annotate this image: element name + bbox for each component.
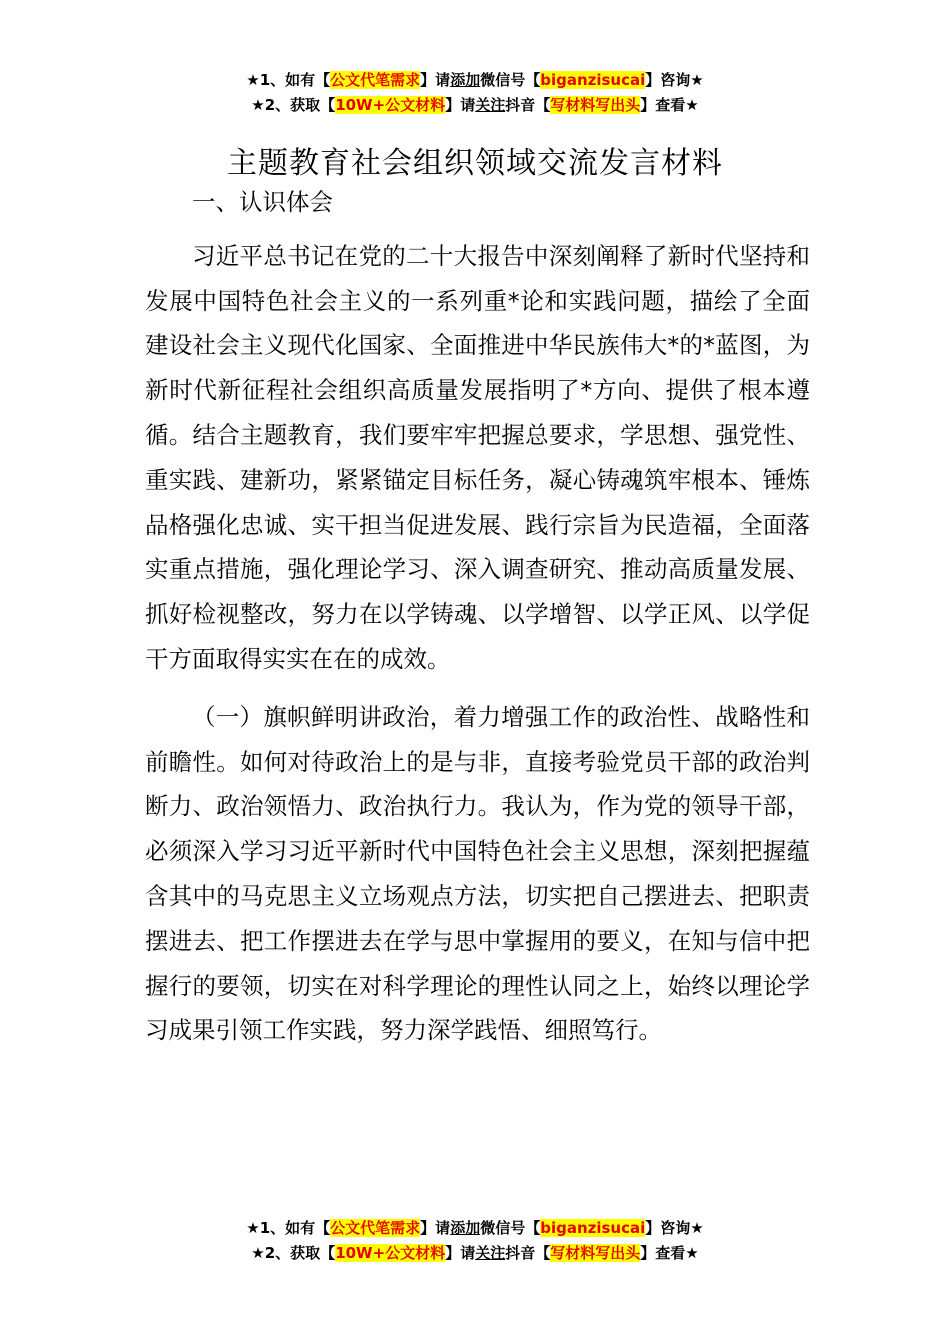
ad-underline-text: 关注 — [475, 96, 506, 114]
paragraph-2: （一）旗帜鲜明讲政治，着力增强工作的政治性、战略性和前瞻性。如何对待政治上的是与非，直接考验党员干部的政治判断力、政治领悟力、政治执行力。我认为，作为党的领导干部，必须深入学习习近平新时代中国特色社会主义思想，深刻把握蕴含其中的马克思主义立场观点方法，切实把自己摆进去、把职责摆进去、把工作摆进去在学与思中掌握用的要义，在知与信中把握行的要领，切实在对科学理论的理性认同之上，始终以理论学习成果引领工作实践，努力深学践悟、细照笃行。 — [145, 702, 810, 1045]
ad-highlight-service: 公文代笔需求 — [330, 71, 421, 89]
ad-text: 】请 — [420, 1219, 451, 1237]
ad-text: ★2、获取【 — [251, 96, 336, 114]
ad-text: 】请 — [445, 1244, 476, 1262]
ad-banner-bottom — [0, 1216, 950, 1266]
ad-underline-text: 添加 — [450, 71, 481, 89]
ad-text: ★2、获取【 — [251, 1244, 336, 1262]
ad-text: 】查看★ — [640, 1244, 699, 1262]
ad-text: 微信号【 — [480, 1219, 541, 1237]
ad-text: 】请 — [445, 96, 476, 114]
ad-highlight-materials: 10W+公文材料 — [335, 96, 446, 114]
ad-underline-text: 添加 — [450, 1219, 481, 1237]
ad-text: 】咨询★ — [645, 71, 704, 89]
ad-underline-text: 关注 — [475, 1244, 506, 1262]
ad-line-1 — [0, 68, 950, 93]
document-title: 主题教育社会组织领域交流发言材料 — [227, 146, 723, 182]
ad-highlight-douyin-account: 写材料写出头 — [550, 1244, 641, 1262]
ad-banner-top — [0, 68, 950, 118]
ad-highlight-service: 公文代笔需求 — [330, 1219, 421, 1237]
ad-text: 微信号【 — [480, 71, 541, 89]
ad-text: 】请 — [420, 71, 451, 89]
section-heading: 一、认识体会 — [192, 188, 333, 216]
paragraph-1: 习近平总书记在党的二十大报告中深刻阐释了新时代坚持和发展中国特色社会主义的一系列重*论和实践问题，描绘了全面建设社会主义现代化国家、全面推进中华民族伟大*的*蓝图，为新时代新征程社会组织高质量发展指明了*方向、提供了根本遵循。结合主题教育，我们要牢牢把握总要求，学思想、强党性、重实践、建新功，紧紧锚定目标任务，凝心铸魂筑牢根本、锤炼品格强化忠诚、实干担当促进发展、践行宗旨为民造福，全面落实重点措施，强化理论学习、深入调查研究、推动高质量发展、抓好检视整改，努力在以学铸魂、以学增智、以学正风、以学促干方面取得实实在在的成效。 — [145, 241, 810, 673]
ad-text: 抖音【 — [505, 96, 551, 114]
ad-highlight-wechat-id: biganzisucai — [540, 1219, 646, 1237]
ad-highlight-materials: 10W+公文材料 — [335, 1244, 446, 1262]
ad-text: ★1、如有【 — [246, 1219, 331, 1237]
ad-text: 抖音【 — [505, 1244, 551, 1262]
ad-text: 】查看★ — [640, 96, 699, 114]
ad-text: 】咨询★ — [645, 1219, 704, 1237]
ad-highlight-douyin-account: 写材料写出头 — [550, 96, 641, 114]
ad-line-2 — [0, 93, 950, 118]
ad-highlight-wechat-id: biganzisucai — [540, 71, 646, 89]
ad-text: ★1、如有【 — [246, 71, 331, 89]
ad-line-1 — [0, 1216, 950, 1241]
ad-line-2 — [0, 1241, 950, 1266]
document-body — [145, 180, 810, 1053]
